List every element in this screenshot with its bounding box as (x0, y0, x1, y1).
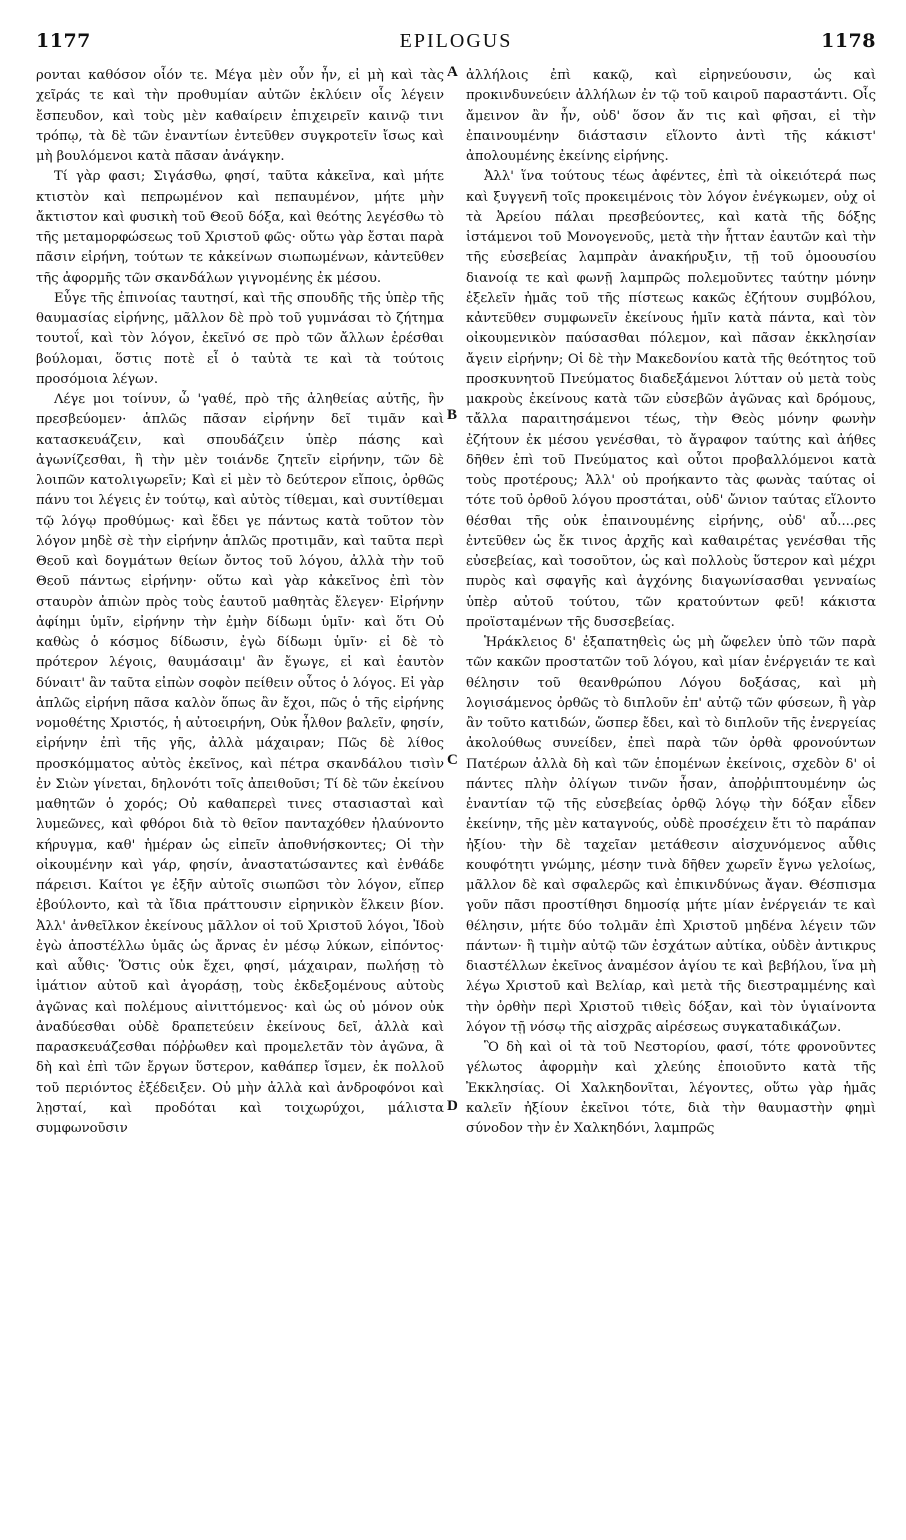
paragraph: Τί γὰρ φασι; Σιγάσθω, φησί, ταῦτα κἀκεῖνα, καὶ μήτε κτιστὸν καὶ πεπρωμένον καὶ πεπαυμένον, μήτε μὴν ἄκτιστον καὶ φυσικὴ τοῦ Θεοῦ δόξα, καὶ θεότης λεγέσθω τὸ τῆς μεταμορφώσεως τοῦ Χριστοῦ φῶς· οὕτω γὰρ ἔσται παρὰ πᾶσιν εἰρήνη, τούτων τε κἀκείνων σιωπωμένων, κἀντεῦθεν τῆς ἀφορμῆς τῶν σκανδάλων γιγνομένης ἐκ μέσου. (36, 169, 444, 286)
margin-marker-a: A (447, 64, 458, 80)
page-number-right: 1178 (821, 30, 876, 52)
page-header (36, 30, 876, 60)
paragraph: Ἀλλ' ἵνα τούτους τέως ἀφέντες, ἐπὶ τὰ οἰκειότερά πως καὶ ξυγγενῆ τοῖς προκειμένοις τὸν λόγον ἐνέγκωμεν, οὐχ οἱ τὰ Ἀρείου πάλαι πρεσβεύοντες, καὶ κατὰ τῆς δόξης ἱστάμενοι τοῦ Μονογενοῦς, μετὰ τὴν ἧτταν ἑαυτῶν καὶ τὴν τῆς εὐσεβείας λαμπρὰν ἀνακήρυξιν, τῇ τοῦ ὁμοουσίου διανοίᾳ τε καὶ φωνῇ λαμπρῶς πολεμοῦντες ταύτην μόνην ἐξελεῖν ἠμᾶς τοῦ τῆς πίστεως κακῶς ἐζήτουν συμβόλου, κἀντεῦθεν συμφωνεῖν ἐκείνους ἡμῖν κατὰ πάντα, καὶ τὸν οἰκουμενικὸν παύσασθαι πόλεμον, καὶ πᾶσαν ἐκκλησίαν ἄγειν εἰρήνην; Οἱ δὲ τὴν Μακεδονίου κατὰ τῆς θεότητος τοῦ προσκυνητοῦ Πνεύματος διαδεξάμενοι λύτταν οὐ μετὰ τοὺς μακροὺς ἐκείνους κατὰ τῶν εὐσεβῶν ἀγῶνας καὶ δρόμους, τἄλλα παραιτησάμενοι τέως, τὴν Θεὸς μόνην φωνὴν ἐζήτουν ἐκ μέσου γενέσθαι, τὸ ἄγραφον ταύτης καὶ ἀήθες δῆθεν ἐπὶ τοῦ Πνεύματος καὶ οὗτοι προβαλλόμενοι κατὰ τοὺς προτέρους; Ἀλλ' οὐ προήκαντο τὰς φωνὰς ταύτας οἱ τότε τοῦ ὀρθοῦ λόγου προστάται, οὐδ' ὤνιον ταύτας εἵλοντο θέσθαι τῆς οὐκ ἐπαινουμένης εἰρήνης, οὐδ' αὖ....ρες ἐντεῦθεν ὡς ἔκ τινος ἀρχῆς καὶ καθαιρέτας γενέσθαι τῆς εὐσεβείας, καὶ τοσοῦτον, ὡς καὶ πολλοὺς ὕστερον καὶ μέχρι πυρὸς καὶ σφαγῆς καὶ ἀγχόνης διαγωνίσασθαι γενναίως ὑπὲρ αὐτοῦ τούτου, τῶν κρατούντων φεῦ! κάκιστα προϊσταμένων τῆς δυσσεβείας. (466, 169, 876, 630)
paragraph: Εὖγε τῆς ἐπινοίας ταυτησί, καὶ τῆς σπουδῆς τῆς ὑπὲρ τῆς θαυμασίας εἰρήνης, μᾶλλον δὲ πρὸ τοῦ γυμνάσαι τὸ ζήτημα τουτοΐ, καὶ τὸν λόγον, ἐκεῖνό σε πρὸ τῶν ἄλλων ἐρέσθαι βούλομαι, ὅστις ποτὲ εἶ ὁ ταὐτὰ τε καὶ τὰ τούτοις προσόμοια λέγων. (36, 290, 444, 387)
right-column (466, 66, 876, 1139)
paragraph: ρονται καθόσον οἷόν τε. Μέγα μὲν οὖν ἦν, εἰ μὴ καὶ τὰς χεῖράς τε καὶ τὴν προθυμίαν αὐτῶν ἐκλύειν οἷς λέγειν ἔσπευδον, καὶ τοὺς μὲν καθαίρειν ἐπιχειρεῖν καινῷ τινι τρόπῳ, τὰ δὲ τῶν ἐναντίων ἐντεῦθεν συγκροτεῖν ἴσως καὶ μὴ βουλόμενοι κατὰ πᾶσαν ἀνάγκην. (36, 68, 444, 164)
paragraph: Λέγε μοι τοίνυν, ὦ 'γαθέ, πρὸ τῆς ἀληθείας αὐτῆς, ἣν πρεσβεύομεν· ἁπλῶς πᾶσαν εἰρήνην δεῖ τιμᾶν καὶ κατασκευάζειν, καὶ σπουδάζειν ὑπὲρ πάσης καὶ ἀγωνίζεσθαι, ἢ τὴν μὲν τοιάνδε ζητεῖν εἰρήνην, τῶν δὲ λοιπῶν κατολιγωρεῖν; Καὶ εἰ μὲν τὸ δεύτερον εἴποις, ὀρθῶς πάνυ τοι λέγεις ἐν τούτῳ, καὶ αὐτὸς τίθεμαι, καὶ συντίθεμαι τῷ λόγῳ προθύμως· καὶ ἔδει γε πάντως κατὰ τοῦτον τὸν λόγον μηδὲ σὲ τὴν εἰρήνην ἁπλῶς προτιμᾶν, καὶ ταῦτα περὶ Θεοῦ καὶ δογμάτων θείων ὄντος τοῦ λόγου, ἀλλὰ τὴν τοῦ Θεοῦ πάντως εἰρήνην· οὕτω καὶ γὰρ κἀκεῖνος ἐπὶ τὸν σταυρὸν ἀπιὼν πρὸς τοὺς ἑαυτοῦ μαθητὰς ἔλεγεν· Εἰρήνην ἀφίημι ὑμῖν, εἰρήνην τὴν ἐμὴν δίδωμι ὑμῖν· καὶ ὅτι Οὐ καθὼς ὁ κόσμος δίδωσιν, ἐγὼ δίδωμι ὑμῖν· εἰ δὲ τὸ πρότερον λέγοις, θαυμάσαιμ' ἂν ἔγωγε, εἰ καὶ ἑαυτὸν δύναιτ' ἂν ταῦτα εἰπὼν σοφὸν πείθειν οὗτος ὁ λόγος. Εἰ γὰρ ἁπλῶς εἰρήνη πᾶσα καλὸν ὅπως ἂν ἔχοι, πῶς ὁ τῆς εἰρήνης νομοθέτης Χριστός, ἡ αὐτοειρήνη, Οὐκ ἦλθον βαλεῖν, φησίν, εἰρήνην ἐπὶ τῆς γῆς, ἀλλὰ μάχαιραν; Πῶς δὲ λίθος προσκόμματος αὐτὸς ἐκεῖνος, καὶ πέτρα σκανδάλου τισὶν ἐν Σιὼν γίνεται, δηλονότι τοῖς ἀπειθοῦσι; Τί δὲ τῶν ἐκείνου μαθητῶν ὁ χορός; Οὐ καθαπερεὶ τινες στασιασταὶ καὶ λυμεῶνες, καὶ φθόροι διὰ τὸ θεῖον πανταχόθεν ἠλαύνοντο κήρυγμα, καθ' ἡμέραν ὡς εἰπεῖν ἀποθνήσκοντες; Οἱ τὴν οἰκουμένην καὶ γάρ, φησίν, ἀναστατώσαντες καὶ ἐνθάδε πάρεισι. Καίτοι γε ἐξῆν αὐτοῖς σιωπῶσι τὸν λόγον, εἴπερ ἐβούλοντο, καὶ τὰ ἴδια πράττουσιν εἰρηνικὸν ἕλκειν βίον. Ἀλλ' ἀνθεῖλκον ἐκείνους μᾶλλον οἱ τοῦ Χριστοῦ λόγοι, Ἰδοὺ ἐγὼ ἀποστέλλω ὑμᾶς ὡς ἄρνας ἐν μέσῳ λύκων, εἰπόντος· καὶ αὖθις· Ὅστις οὐκ ἔχει, φησί, μάχαιραν, πωλήσῃ τὸ ἱμάτιον αὐτοῦ καὶ ἀγοράσῃ, τοὺς ἐκδεξομένους αὐτοὺς ἀγῶνας καὶ πολέμους αἰνιττόμενος· καὶ ὡς οὐ μόνον οὐκ ἀναδύεσθαι οὐδὲ δραπετεύειν ἐκείνους δεῖ, ἀλλὰ καὶ παρασκευάζεσθαι πόῤῥωθεν καὶ προμελετᾶν τὸν ἀγῶνα, ἃ δὴ καὶ ἐπὶ τῶν ἔργων ὕστερον, καθάπερ ἴσμεν, ἐκ πολλοῦ τοῦ περιόντος ἐξέδειξεν. Οὐ μὴν ἀλλὰ καὶ ἀνδροφόνοι καὶ λῃσταί, καὶ προδόται καὶ τοιχωρύχοι, μάλιστα συμφωνοῦσιν (36, 392, 444, 1136)
paragraph: Ἡράκλειος δ' ἐξαπατηθεὶς ὡς μὴ ὤφελεν ὑπὸ τῶν παρὰ τῶν κακῶν προστατῶν τοῦ λόγου, καὶ μίαν ἐνέργειάν τε καὶ θέλησιν τοῦ θεανθρώπου Λόγου δοξάσας, καὶ μὴ λογισάμενος ὀρθῶς τὸ διπλοῦν ἐπ' αὐτῷ τῶν φύσεων, ἢ γὰρ ἂν τοῦτο κατιδών, ὥσπερ ἔδει, καὶ τὸ διπλοῦν τῆς ἐνεργείας ἀκολούθως συνείδεν, ἐπεὶ παρὰ τῶν ὀρθὰ φρονούντων Πατέρων ἀλλὰ δὴ καὶ τῶν ἑπομένων ἐκείνοις, σχεδὸν δ' οἱ πάντες πλὴν ὀλίγων τινῶν ἦσαν, ἀποῤῥιπτουμένην ὡς ἐναντίαν τῷ τῆς εὐσεβείας ὀρθῷ λόγῳ τὴν δόξαν εἶδεν ἐκείνην, τῆς μὲν καταγνούς, οὐδὲ προσέχειν ἔτι τὸ παράπαν ἠξίου· τὴν δὲ ταχεῖαν μετάθεσιν αἰσχυνόμενος αὖθις κουφότητι γνώμης, μέσην τινὰ δῆθεν χωρεῖν ἔγνω γελοίως, μᾶλλον δὲ καὶ σφαλερῶς καὶ ἐπικινδύνως ἄγαν. Θέσπισμα γοῦν πᾶσι προστίθησι δημοσίᾳ μήτε μίαν ἐνέργειάν τε καὶ θέλησιν, μήτε δύο τολμᾶν ἐπὶ Χριστοῦ μηδένα λέγειν τῶν πάντων· ἢ τιμὴν αὐτῷ τῶν ἐσχάτων αὐτίκα, οὐδὲν ἀντικρυς διαστέλλων ἐκεῖνος ἀναμέσον ἁγίου τε καὶ βεβήλου, ἵνα μὴ λέγω Χριστοῦ καὶ Βελίαρ, καὶ μετὰ τῆς διεστραμμένης καὶ τὴν ὀρθὴν περὶ Χριστοῦ τιθεὶς δόξαν, καὶ τὸν ὑγιαίνοντα λόγον τῇ νόσῳ τῆς αἰσχρᾶς αἱρέσεως συγκαταδικάζων. (466, 635, 876, 1035)
page-number-left: 1177 (36, 30, 91, 52)
left-column (36, 66, 444, 1139)
paragraph: ἀλλήλοις ἐπὶ κακῷ, καὶ εἰρηνεύουσιν, ὡς καὶ προκινδυνεύειν ἀλλήλων ἐν τῷ τοῦ καιροῦ παραστάντι. Οἷς ἄμεινον ἂν ἦν, οὐδ' ὅσον ἄν τις καὶ φῆσαι, εἰ τὴν ἐπαινουμένην διάστασιν εἵλοντο ἀντὶ τῆς κάκιστ' ἀπολουμένης ἐκείνης εἰρήνης. (466, 68, 876, 164)
paragraph: Ὃ δὴ καὶ οἱ τὰ τοῦ Νεστορίου, φασί, τότε φρονοῦντες γέλωτος ἀφορμὴν καὶ χλεύης ἐποιοῦντο κατὰ τῆς Ἐκκλησίας. Οἱ Χαλκηδονῖται, λέγοντες, οὕτω γὰρ ἡμᾶς καλεῖν ἠξίουν ἐκεῖνοι τότε, διὰ τὴν θαυμαστὴν φημὶ σύνοδον τὴν ἐν Χαλκηδόνι, λαμπρῶς (466, 1040, 876, 1136)
margin-marker-d: D (447, 1098, 458, 1114)
running-title: EPILOGUS (399, 30, 513, 52)
margin-marker-c: C (447, 752, 458, 768)
margin-marker-b: B (447, 407, 458, 423)
